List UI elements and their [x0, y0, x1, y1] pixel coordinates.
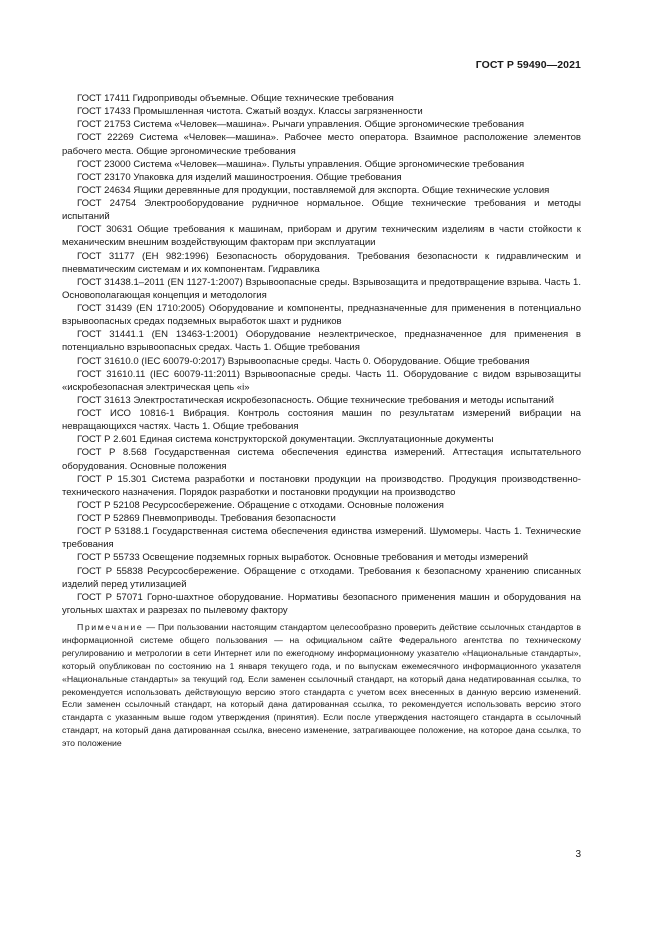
reference-entry: ГОСТ 30631 Общие требования к машинам, приборам и другим техническим изделиям в части стойкости к механическим внешним воздействующим факторам при эксплуатации [62, 224, 581, 249]
note-paragraph [62, 621, 581, 750]
reference-entry: ГОСТ 24634 Ящики деревянные для продукции, поставляемой для экспорта. Общие технические условия [77, 184, 550, 196]
reference-entry: ГОСТ Р 53188.1 Государственная система обеспечения единства измерений. Шумомеры. Часть 1. Технические требования [62, 526, 581, 551]
reference-entry: ГОСТ 22269 Система «Человек—машина». Рабочее место оператора. Взаимное расположение элементов рабочего места. Общие эргономические требования [62, 132, 581, 157]
reference-entry: ГОСТ Р 57071 Горно-шахтное оборудование. Нормативы безопасного применения машин и оборудования на угольных шахтах и разрезах по пылевому фактору [62, 591, 581, 616]
reference-entry: ГОСТ 24754 Электрооборудование рудничное нормальное. Общие технические требования и методы испытаний [62, 198, 581, 223]
reference-entry: ГОСТ 31439 (EN 1710:2005) Оборудование и компоненты, предназначенные для применения в потенциально взрывоопасных средах подземных выработок шахт и рудников [62, 303, 581, 328]
reference-entry: ГОСТ 23000 Система «Человек—машина». Пульты управления. Общие эргономические требования [77, 158, 525, 170]
reference-entry: ГОСТ 17433 Промышленная чистота. Сжатый воздух. Классы загрязненности [77, 106, 423, 118]
reference-entry: ГОСТ Р 8.568 Государственная система обеспечения единства измерений. Аттестация испытательного оборудования. Основные положения [62, 447, 581, 472]
reference-entry: ГОСТ Р 52869 Пневмоприводы. Требования безопасности [77, 513, 336, 524]
reference-entry: ГОСТ 31438.1–2011 (EN 1127-1:2007) Взрывоопасные среды. Взрывозащита и предотвращение взрыва. Часть 1. Основополагающая концепция и методология [62, 276, 581, 301]
reference-entry: ГОСТ 21753 Система «Человек—машина». Рычаги управления. Общие эргономические требования [77, 119, 525, 131]
reference-entry: ГОСТ Р 2.601 Единая система конструкторской документации. Эксплуатационные документы [77, 434, 494, 446]
note-text: — При пользовании настоящим стандартом целесообразно проверить действие ссылочных стандартов в информационной системе общего пользования — на официальном сайте Федерального агентства по техническому регулированию и метрологии в сети Интернет или по ежегодному информационному указателю «Национальные стандарты», который опубликован по состоянию на 1 января текущего года, и по выпускам ежемесячного информационного указателя «Национальные стандарты» за текущий год. Если заменен ссылочный стандарт, на который дана недатированная ссылка, то рекомендуется использовать действующую версию этого стандарта с учетом всех внесенных в данную версию изменений. Если заменен ссылочный стандарт, на который дана датированная ссылка, то рекомендуется использовать версию этого стандарта с указанным выше годом утверждения (принятия). Если после утверждения настоящего стандарта в ссылочный стандарт, на который дана датированная ссылка, внесено изменение, затрагивающее положение, на которое дана ссылка, то это положение [62, 622, 581, 749]
reference-entry: ГОСТ Р 55733 Освещение подземных горных выработок. Основные требования и методы измерений [77, 552, 529, 564]
normative-references-list [62, 92, 581, 750]
document-id: ГОСТ Р 59490—2021 [475, 59, 581, 71]
reference-entry: ГОСТ 17411 Гидроприводы объемные. Общие технические требования [77, 93, 394, 104]
reference-entry: ГОСТ 31613 Электростатическая искробезопасность. Общие технические требования и методы испытаний [77, 394, 554, 406]
page-number: 3 [575, 849, 581, 860]
reference-entry: ГОСТ 31610.11 (IEC 60079-11:2011) Взрывоопасные среды. Часть 11. Оборудование с видом взрывозащиты «искробезопасная электрическая цепь «i» [62, 368, 581, 393]
reference-entry: ГОСТ ИСО 10816-1 Вибрация. Контроль состояния машин по результатам измерений вибрации на невращающихся частях. Часть 1. Общие требования [62, 408, 581, 433]
reference-entry: ГОСТ 31610.0 (IEC 60079-0:2017) Взрывоопасные среды. Часть 0. Оборудование. Общие требования [77, 355, 530, 367]
reference-entry: ГОСТ Р 15.301 Система разработки и постановки продукции на производство. Продукция производственно-технического назначения. Порядок разработки и постановки продукции на производство [62, 473, 581, 498]
reference-entry: ГОСТ 31177 (ЕН 982:1996) Безопасность оборудования. Требования безопасности к гидравлическим и пневматическим системам и их компонентам. Гидравлика [62, 250, 581, 275]
note-label: Примечание [77, 622, 144, 632]
reference-entry: ГОСТ Р 52108 Ресурсосбережение. Обращение с отходами. Основные положения [77, 499, 444, 511]
reference-entry: ГОСТ 31441.1 (EN 13463-1:2001) Оборудование неэлектрическое, предназначенное для применения в потенциально взрывоопасных средах. Часть 1. Общие требования [62, 329, 581, 354]
reference-entry: ГОСТ 23170 Упаковка для изделий машиностроения. Общие требования [77, 171, 402, 183]
reference-entry: ГОСТ Р 55838 Ресурсосбережение. Обращение с отходами. Требования к безопасному хранению списанных изделий перед утилизацией [62, 565, 581, 590]
